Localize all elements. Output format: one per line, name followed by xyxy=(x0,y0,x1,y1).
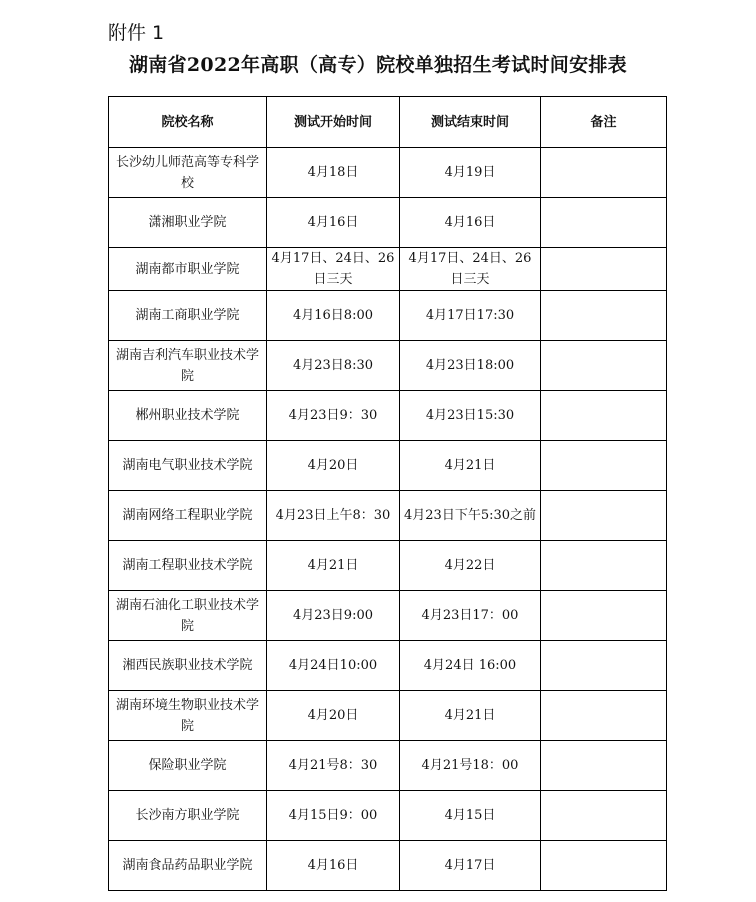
table-header-row xyxy=(109,97,667,148)
table-row xyxy=(109,291,667,341)
cell-start: 4月20日 xyxy=(267,441,400,491)
cell-remark xyxy=(541,391,667,441)
cell-remark xyxy=(541,641,667,691)
cell-end: 4月21日 xyxy=(400,441,541,491)
cell-school: 长沙幼儿师范高等专科学校 xyxy=(109,148,267,198)
cell-remark xyxy=(541,491,667,541)
cell-end: 4月23日18:00 xyxy=(400,341,541,391)
table-row xyxy=(109,591,667,641)
cell-school: 长沙南方职业学院 xyxy=(109,791,267,841)
cell-start: 4月20日 xyxy=(267,691,400,741)
table-row xyxy=(109,341,667,391)
cell-start: 4月17日、24日、26日三天 xyxy=(267,248,400,291)
cell-start: 4月23日上午8：30 xyxy=(267,491,400,541)
cell-school: 湖南网络工程职业学院 xyxy=(109,491,267,541)
cell-end: 4月21日 xyxy=(400,691,541,741)
cell-start: 4月23日9:00 xyxy=(267,591,400,641)
table-row xyxy=(109,541,667,591)
cell-end: 4月16日 xyxy=(400,198,541,248)
cell-school: 湖南工商职业学院 xyxy=(109,291,267,341)
cell-school: 保险职业学院 xyxy=(109,741,267,791)
cell-start: 4月16日 xyxy=(267,198,400,248)
cell-remark xyxy=(541,691,667,741)
cell-school: 潇湘职业学院 xyxy=(109,198,267,248)
table-row xyxy=(109,791,667,841)
table-row xyxy=(109,641,667,691)
cell-end: 4月23日15:30 xyxy=(400,391,541,441)
table-row xyxy=(109,248,667,291)
table-row xyxy=(109,491,667,541)
cell-end: 4月21号18：00 xyxy=(400,741,541,791)
cell-start: 4月23日9：30 xyxy=(267,391,400,441)
cell-remark xyxy=(541,441,667,491)
table-row xyxy=(109,198,667,248)
cell-start: 4月16日 xyxy=(267,841,400,891)
cell-school: 湖南吉利汽车职业技术学院 xyxy=(109,341,267,391)
cell-remark xyxy=(541,248,667,291)
table-row xyxy=(109,741,667,791)
header-end-time: 测试结束时间 xyxy=(400,97,541,148)
header-school-name: 院校名称 xyxy=(109,97,267,148)
cell-school: 湘西民族职业技术学院 xyxy=(109,641,267,691)
cell-school: 湖南食品药品职业学院 xyxy=(109,841,267,891)
cell-start: 4月18日 xyxy=(267,148,400,198)
cell-remark xyxy=(541,741,667,791)
cell-school: 湖南环境生物职业技术学院 xyxy=(109,691,267,741)
cell-start: 4月21号8：30 xyxy=(267,741,400,791)
cell-start: 4月23日8:30 xyxy=(267,341,400,391)
cell-end: 4月17日17:30 xyxy=(400,291,541,341)
page-title: 湖南省2022年高职（高专）院校单独招生考试时间安排表 xyxy=(129,54,627,76)
cell-start: 4月16日8:00 xyxy=(267,291,400,341)
cell-end: 4月22日 xyxy=(400,541,541,591)
cell-school: 湖南都市职业学院 xyxy=(109,248,267,291)
cell-school: 湖南石油化工职业技术学院 xyxy=(109,591,267,641)
schedule-table xyxy=(108,96,667,891)
table-row xyxy=(109,391,667,441)
header-start-time: 测试开始时间 xyxy=(267,97,400,148)
cell-end: 4月24日 16:00 xyxy=(400,641,541,691)
cell-remark xyxy=(541,791,667,841)
cell-remark xyxy=(541,341,667,391)
cell-remark xyxy=(541,198,667,248)
cell-school: 湖南工程职业技术学院 xyxy=(109,541,267,591)
cell-remark xyxy=(541,541,667,591)
header-remarks: 备注 xyxy=(541,97,667,148)
cell-end: 4月19日 xyxy=(400,148,541,198)
cell-school: 郴州职业技术学院 xyxy=(109,391,267,441)
table-row xyxy=(109,691,667,741)
cell-remark xyxy=(541,591,667,641)
cell-remark xyxy=(541,148,667,198)
cell-remark xyxy=(541,291,667,341)
cell-remark xyxy=(541,841,667,891)
cell-end: 4月17日 xyxy=(400,841,541,891)
attachment-label: 附件 1 xyxy=(108,22,165,44)
cell-end: 4月15日 xyxy=(400,791,541,841)
cell-school: 湖南电气职业技术学院 xyxy=(109,441,267,491)
cell-end: 4月17日、24日、26日三天 xyxy=(400,248,541,291)
cell-start: 4月24日10:00 xyxy=(267,641,400,691)
cell-end: 4月23日下午5:30之前 xyxy=(400,491,541,541)
cell-start: 4月15日9：00 xyxy=(267,791,400,841)
cell-end: 4月23日17：00 xyxy=(400,591,541,641)
table-row xyxy=(109,148,667,198)
table-row xyxy=(109,441,667,491)
table-row xyxy=(109,841,667,891)
cell-start: 4月21日 xyxy=(267,541,400,591)
